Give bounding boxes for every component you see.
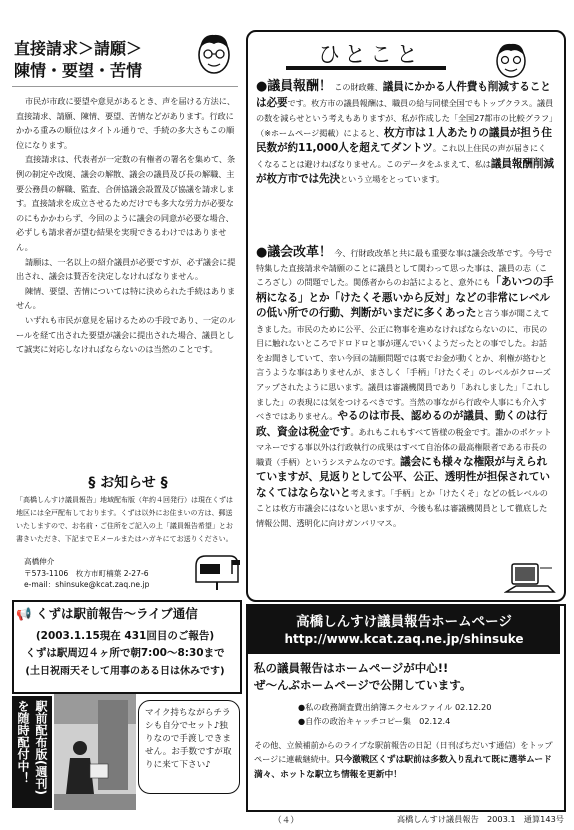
left-header-rule [12, 86, 238, 87]
swirl-icon: § [160, 475, 168, 491]
hitokoto-section-1: ●議員報酬！ この財政難、議員にかかる人件費も削減することは必要です。枚方市の議員報酬は、職員の給与同様全国でもトップクラス。議員の数を減らせという考えもありますが、私が作成した「全国27都市の比較グラフ」（※ホームページ掲載）によると、枚方市は１人あたりの議員が担う住民数が約11,000人を超えてダントツ。これ以上住民の声が届きにくくなることは避けねばなりません。このデータをふまえて、私は議員報酬削減が枚方市では先決という立場をとっています。 [256, 79, 554, 186]
left-body [16, 94, 238, 357]
section-heading: ●議員報酬！ [256, 79, 332, 94]
homepage-item-2[interactable]: ●自作の政治キャッチコピー集 02.12.4 [298, 716, 451, 726]
distribution-vertical-text-2: 駅前配布版(週刊) [34, 700, 48, 795]
computer-icon [504, 562, 556, 596]
hitokoto-section-2: ●議会改革！ 今、行財政改革と共に最も重要な事は議会改革です。今号で特集した直接請求や請願のことに議員として関わって思った事は、議員の志（こころざし）の問題でした。関係者からのお話によると、意外にも「あいつの手柄になる」とか「けたくそ悪いから反対」などの非常にレベルの低い所での行動、判断がいまだに多くあったと言う事が聞こえてきました。市民のために公平、公正に物事を進めなければならないのに、市民の目に触れないところでドロドロと事が運んでいくようだったとの事でした。お話をお聞きしていて、幸い今回の請願問題では裏でお金が動くとか、利権が絡むと言うような事はありませんが、まさしく「手柄」「けたくそ」のレベルがクローズアップされたように思います。議員は審議機関員であり「あれしました」「これしました」の表現には気をつけるべきです。当然の事ながら行政や人事にも介入すべきではありません。やるのは市長、認めるのが議員、動くのは行政、資金は税金です。あれもこれもすべて皆様の税金です。誰かのポケットマネーでする事以外は行政執行の成果はすべて自治体の最高権限者である市長の職責（手柄）というシステムなのです。議会にも様々な権限が与えられていますが、見返りとして公平、公正、透明性が担保されていなくてはならないと考えます。「手柄」とか「けたくそ」などの低レベルのことは枚方市議会にはないと思いますが、今後も私は審議機関員として徹底した情報公開、透明化に向けガンバリマス。 [256, 245, 554, 528]
homepage-item-1[interactable]: ●私の政務調査費出納簿エクセルファイル 02.12.20 [298, 702, 492, 712]
man-face-icon [194, 30, 234, 78]
left-header-line1: 直接請求＞請願＞ [14, 39, 143, 58]
notice-text: 「高橋しんすけ議員報告」地域配布版（年約４回発行）は現在くずは地区には全戸配布しております。くずは以外にお住まいの方は、郵送いたしますので、お名前・ご住所をご記入の上「議員報告希望」とお書きいただき、下記までＥメールまたはハガキにてお送りください。 [16, 496, 233, 543]
live-report-title: くずは駅前報告〜ライブ通信 [35, 606, 198, 621]
megaphone-icon: 📢 [16, 606, 32, 621]
man-face-icon [492, 40, 530, 80]
swirl-icon: § [88, 475, 96, 491]
left-header [14, 38, 204, 82]
homepage-title: 高橋しんすけ議員報告ホームページ [296, 614, 512, 630]
contact-name: 高橋伸介 [24, 557, 55, 566]
left-paragraph: 直接請求は、代表者が一定数の有権者の署名を集めて、条例の制定や改廃、議会の解散、議会の議員及び長の解職、主要公務員の解職、監査、合併協議会設置及び協議を請求します。直接請求を成立させるためだけでも多大な労力が必要なのにもかかわらず、今回のように議会の同意が必要な場合、必ずしも請求者が望む結果を実現できるわけではありません。 [16, 154, 236, 252]
homepage-url: http://www.kcat.zaq.ne.jp/shinsuke [284, 632, 524, 646]
mailbox-icon [192, 552, 242, 592]
street-photo [54, 694, 136, 810]
left-header-line2: 陳情・要望・苦情 [14, 61, 143, 80]
homepage-body: その他、立候補前からのライブな駅前報告の日記（日刊ばちだいす通信）をトップページに連載継続中。只今激戦区くずは駅前は多数入り乱れて既に選挙ムード満々、ホットな駅立ち情報を更新中！ [254, 740, 553, 780]
left-paragraph: 陳情、要望、苦情については特に決められた手続はありません。 [16, 285, 236, 311]
notice-title: § お知らせ § [88, 475, 168, 491]
publication-info: 高橋しんすけ議員報告 2003.1 通算143号 [396, 814, 564, 824]
homepage-lead-2: ぜ〜んぶホームページで公開しています。 [254, 678, 472, 692]
contact-email: e-mail：shinsuke@kcat.zaq.ne.jp [24, 580, 150, 589]
speech-text: マイク持ちながらチラシも自分でセット♪独りなので手渡しできません。お手数ですが取りに来て下さい♪ [145, 708, 232, 770]
live-report-line3: (土日祝雨天そして用事のある日は休みです) [25, 666, 225, 677]
homepage-lead-1: 私の議員報告はホームページが中心!! [254, 661, 449, 675]
hitokoto-title: ひとこと [317, 43, 422, 68]
live-report-line1: (2003.1.15現在 431回目のご報告) [35, 630, 215, 642]
distribution-banner [12, 696, 52, 808]
contact-address: 〒573-1106 枚方市町楠葉 2-27-6 [24, 568, 149, 578]
speech-bubble [138, 700, 240, 794]
live-report-title-row [16, 604, 236, 622]
left-paragraph: いずれも市民が意見を届けるための手段であり、一定のルールを経て出された要望が議会に提出された場合、議員として誠実に対応しなければならないのは当然のことです。 [16, 314, 236, 355]
section-heading: ●議会改革！ [256, 245, 332, 260]
left-paragraph: 請願は、一名以上の紹介議員が必要ですが、必ず議会に提出され、議会は賛否を決定しなければなりません。 [16, 256, 236, 282]
page-number: （４） [273, 816, 299, 826]
left-paragraph: 市民が市政に要望や意見があるとき、声を届ける方法に、直接請求、請願、陳情、要望、苦情などがあります。行政にかかる重みの順位はタイトル通りで、手続の多大さもこの順位になります。 [16, 96, 235, 150]
live-report-line2: くずは駅周辺４ヶ所で朝7:00〜8:30まで [25, 647, 225, 659]
distribution-vertical-text-1: を随時配付中！ [16, 700, 30, 784]
